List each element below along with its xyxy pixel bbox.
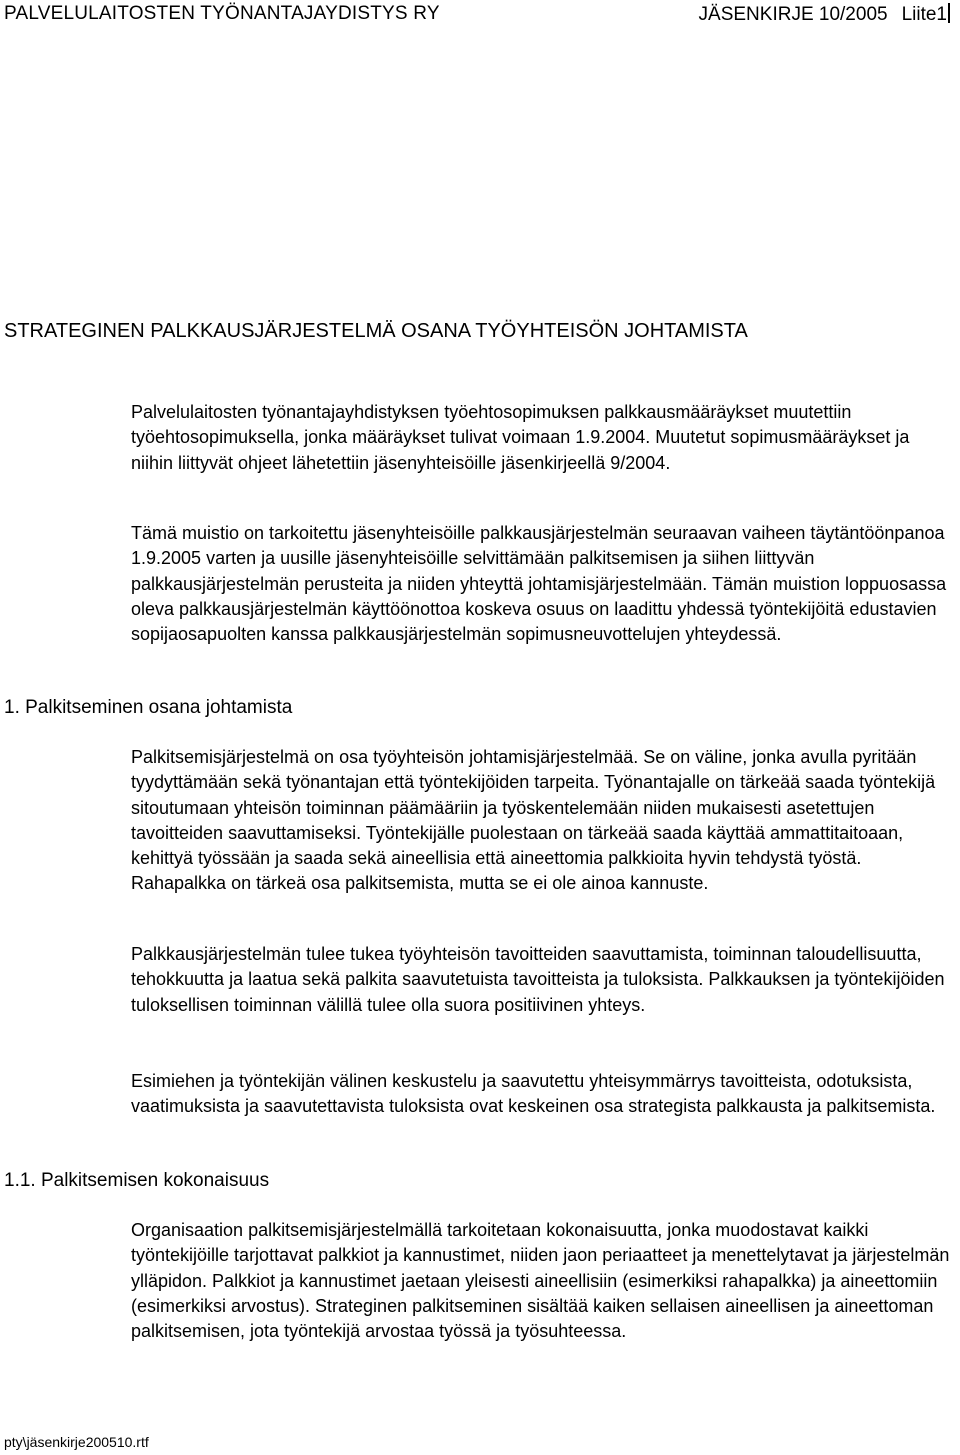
intro-paragraph-1: Palvelulaitosten työnantajayhdistyksen työehtosopimuksen palkkausmääräykset muutettiin työehtosopimuksella, jonka määräykset tulivat voimaan 1.9.2004. Muutetut sopimusmääräykset ja niihin liittyvät ohjeet lähetettiin jäsenyhteisöille jäsenkirjeellä 9/2004. bbox=[131, 402, 910, 473]
header-newsletter: JÄSENKIRJE 10/2005 bbox=[698, 4, 888, 25]
section-1-paragraph-3: Esimiehen ja työntekijän välinen keskustelu ja saavutettu yhteisymmärrys tavoitteista, odotuksista, vaatimuksista ja saavutettavista tuloksista ovat keskeinen osa strategista palkkausta ja palkitsemista. bbox=[131, 1071, 936, 1117]
intro-paragraph-2: Tämä muistio on tarkoitettu jäsenyhteisöille palkkausjärjestelmän seuraavan vaiheen täytäntöönpanoa 1.9.2005 varten ja uusille jäsenyhteisöille selvittämään palkitsemisen ja siihen liittyvän palkkausjärjestelmän perusteita ja niiden yhteyttä johtamisjärjestelmään. Tämän muistion loppuosassa oleva palkkausjärjestelmän käyttöönottoa koskeva osuus on laadittu yhdessä työntekijöitä edustavien sopijaosapuolten kanssa palkkausjärjestelmän sopimusneuvottelujen yhteydessä. bbox=[131, 523, 947, 645]
section-1-1-heading: 1.1. Palkitsemisen kokonaisuus bbox=[4, 1170, 270, 1191]
footer-file-path: pty\jäsenkirje200510.rtf bbox=[4, 1434, 149, 1450]
header-newsletter-info bbox=[699, 3, 950, 26]
header-attachment: Liite1 bbox=[901, 4, 947, 25]
section-1-heading: 1. Palkitseminen osana johtamista bbox=[4, 697, 293, 718]
document-title: STRATEGINEN PALKKAUSJÄRJESTELMÄ OSANA TYÖYHTEISÖN JOHTAMISTA bbox=[4, 320, 748, 342]
section-1-paragraph-2: Palkkausjärjestelmän tulee tukea työyhteisön tavoitteiden saavuttamista, toiminnan taloudellisuutta, tehokkuutta ja laatua sekä palkita saavutetuista tavoitteista ja tuloksista. Palkkauksen ja työntekijöiden tuloksellisen toiminnan välillä tulee olla suora positiivinen yhteys. bbox=[131, 944, 945, 1015]
section-1-1-paragraph-1: Organisaation palkitsemisjärjestelmällä tarkoitetaan kokonaisuutta, jonka muodostavat kaikki työntekijöille tarjottavat palkkiot ja kannustimet, niiden jaon periaatteet ja menettelytavat ja järjestelmän ylläpidon. Palkkiot ja kannustimet jaetaan yleisesti aineellisiin (esimerkiksi rahapalkka) ja aineettomiin (esimerkiksi arvostus). Strateginen palkitseminen sisältää kaiken sellaisen aineellisen ja aineettoman palkitsemisen, jota työntekijä arvostaa työssä ja työsuhteessa. bbox=[131, 1220, 950, 1342]
text-cursor bbox=[948, 3, 950, 23]
header-organization: PALVELULAITOSTEN TYÖNANTAJAYDISTYS RY bbox=[4, 3, 440, 24]
section-1-paragraph-1: Palkitsemisjärjestelmä on osa työyhteisön johtamisjärjestelmää. Se on väline, jonka avulla pyritään tyydyttämään sekä työnantajan että työntekijöiden tarpeita. Työnantajalle on tärkeää saada työntekijä sitoutumaan yhteisön toiminnan päämääriin ja työskentelemään niiden mukaisesti asetettujen tavoitteiden saavuttamiseksi. Työntekijälle puolestaan on tärkeää saada käyttää ammattitaitoaan, kehittyä työssään ja saada sekä aineellisia että aineettomia palkkioita hyvin tehdystä työstä. Rahapalkka on tärkeä osa palkitsemista, mutta se ei ole ainoa kannuste. bbox=[131, 747, 936, 894]
